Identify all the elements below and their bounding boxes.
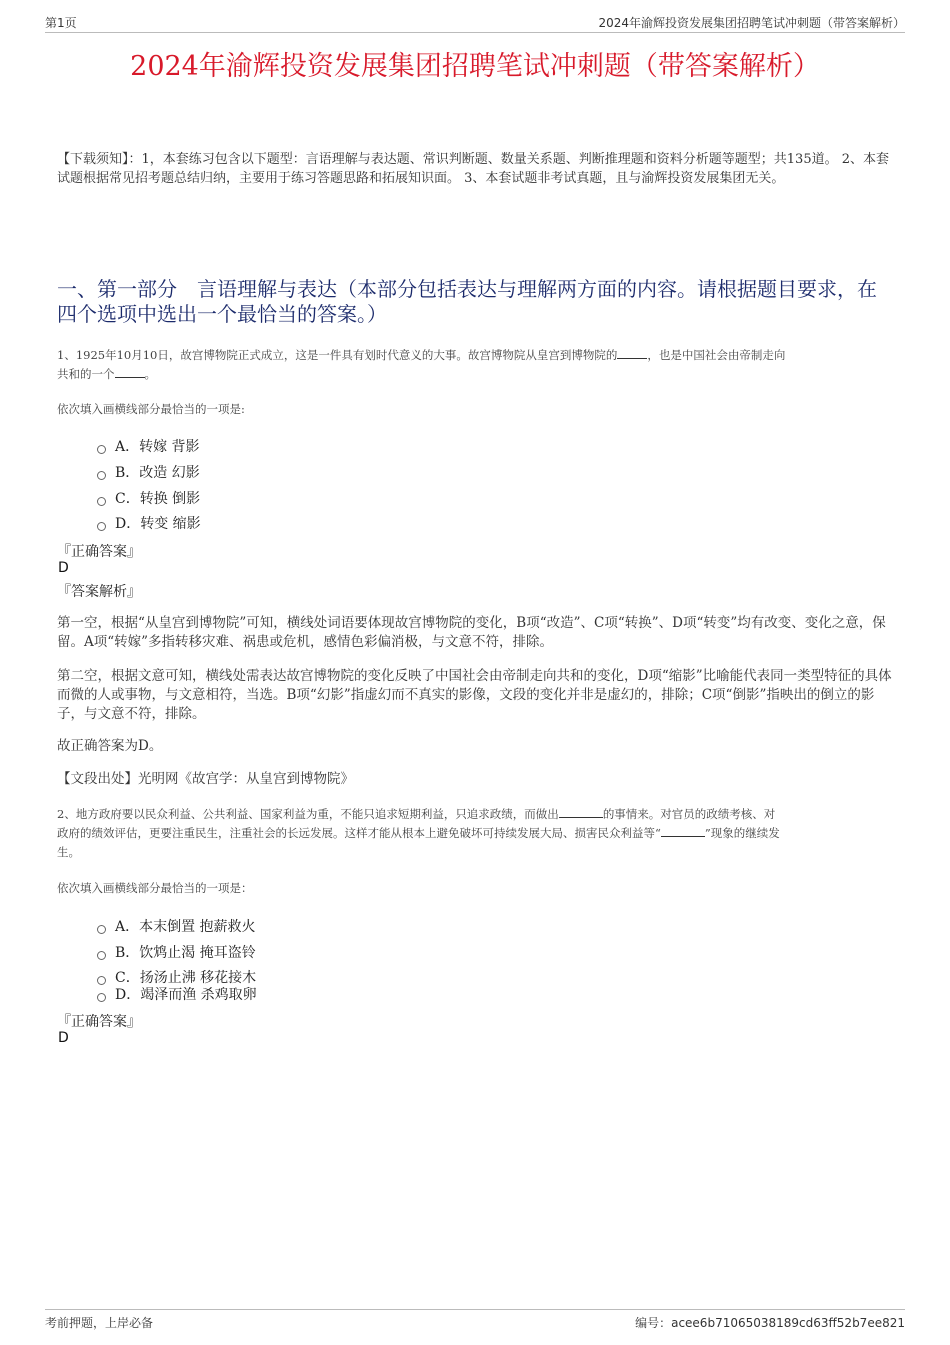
question-2-instruction: 依次填入画横线部分最恰当的一项是： [57,881,253,895]
q2-correct-label: 『正确答案』 [57,1014,141,1030]
section-heading: 一、第一部分 言语理解与表达（本部分包括表达与理解两方面的内容。请根据题目要求，在四个选项中选出一个最恰当的答案。） [57,277,877,326]
q1-analysis-paragraph-1: 第一空，根据“从皇宫到博物院”可知，横线处词语要体现故宫博物院的变化，B项“改造”、C项“转换”、D项“转变”均有改变、变化之意，保留。A项“转嫁”多指转移灾难、祸患或危机，感情色彩偏消极，与文意不符，排除。 [57,615,886,650]
radio-icon[interactable] [97,497,106,506]
question-1-stem: 1、1925年10月10日，故宫博物院正式成立，这是一件具有划时代意义的大事。故宫博物院从皇宫到博物院的 ，也是中国社会由帝制走向 共和的一个 。 [57,348,786,381]
q2-option-d[interactable]: D．竭泽而渔 杀鸡取卵 [97,984,257,1004]
blank-line [617,346,647,359]
q2-option-b[interactable]: B．饮鸩止渴 掩耳盗铃 [97,942,256,962]
question-2-stem: 2、地方政府要以民众利益、公共利益、国家利益为重，不能只追求短期利益，只追求政绩，而做出 的事情来。对官员的政绩考核、对 政府的绩效评估，更要注重民生，注重社会的长远发展。这样才能从根本上避免破坏可持续发展大局、损害民众利益等“ ”现象的继续发 生。 [57,807,780,859]
document-code: 编号：acee6b71065038189cd63ff52b7ee821 [635,1316,905,1330]
radio-icon[interactable] [97,522,106,531]
radio-icon[interactable] [97,993,106,1002]
q1-analysis-conclusion: 故正确答案为D。 [57,738,163,754]
footer-divider [45,1309,905,1310]
q2-correct-answer: D [58,1030,69,1046]
q1-option-a[interactable]: A．转嫁 背影 [97,436,200,456]
blank-line [559,805,603,818]
q1-correct-label: 『正确答案』 [57,544,141,560]
q2-option-a[interactable]: A．本末倒置 抱薪救火 [97,916,256,936]
question-1-instruction: 依次填入画横线部分最恰当的一项是: [57,402,245,416]
radio-icon[interactable] [97,471,106,480]
radio-icon[interactable] [97,445,106,454]
q1-option-b[interactable]: B．改造 幻影 [97,462,200,482]
radio-icon[interactable] [97,951,106,960]
q1-correct-answer: D [58,560,69,576]
q1-analysis-paragraph-2: 第二空，根据文意可知，横线处需表达故宫博物院的变化反映了中国社会由帝制走向共和的变化，D项“缩影”比喻能代表同一类型特征的具体而微的人或事物，与文意相符，当选。B项“幻影”指虚幻而不真实的影像，文段的变化并非是虚幻的，排除；C项“倒影”指映出的倒立的影子，与文意不符，排除。 [57,668,892,722]
q1-source: 【文段出处】光明网《故宫学：从皇宫到博物院》 [57,771,354,787]
page-number: 第1页 [45,16,77,30]
radio-icon[interactable] [97,925,106,934]
header-divider [45,32,905,33]
download-notice: 【下载须知】：1，本套练习包含以下题型：言语理解与表达题、常识判断题、数量关系题、判断推理题和资料分析题等题型；共135道。 2、本套试题根据常见招考题总结归纳，主要用于练习答题思路和拓展知识面。 3、本套试题非考试真题，且与渝辉投资发展集团无关。 [57,152,889,186]
q1-analysis-label: 『答案解析』 [57,584,141,600]
q1-option-d[interactable]: D．转变 缩影 [97,513,201,533]
q1-option-c[interactable]: C．转换 倒影 [97,488,200,508]
footer-slogan: 考前押题，上岸必备 [45,1316,154,1330]
running-title: 2024年渝辉投资发展集团招聘笔试冲刺题（带答案解析） [598,16,905,30]
blank-line [115,365,145,378]
q2-option-c[interactable]: C．扬汤止沸 移花接木 [97,967,256,987]
blank-line [661,824,705,837]
document-title: 2024年渝辉投资发展集团招聘笔试冲刺题（带答案解析） [130,51,820,82]
